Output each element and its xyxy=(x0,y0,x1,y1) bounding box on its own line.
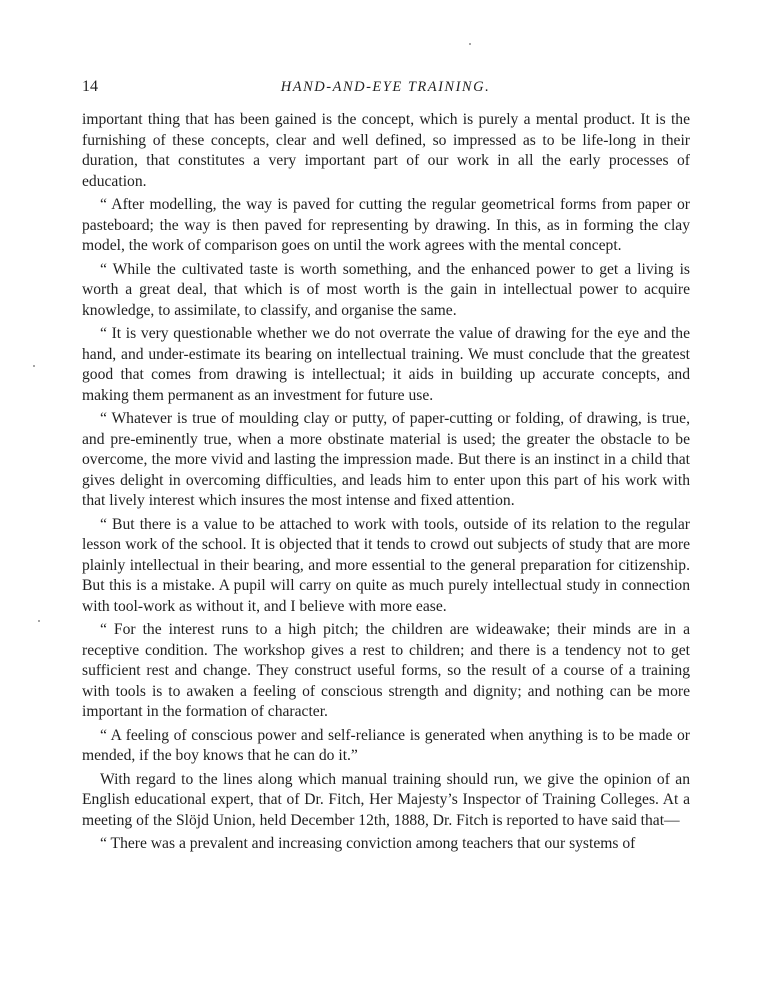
paragraph: “ It is very questionable whether we do not overrate the value of drawing for the eye and the hand, and under-estimate its bearing on intellectual training. We must conclude that the greatest good that comes from drawing is intellectual; it aids in building up accurate concepts, and making them permanent as an investment for future use. xyxy=(82,325,690,404)
paragraph: “ While the cultivated taste is worth something, and the enhanced power to get a living is worth a great deal, that which is of most worth is the gain in intellectual power to acquire knowledge, to assimilate, to classify, and organise the same. xyxy=(82,260,690,319)
paragraph: “ After modelling, the way is paved for cutting the regular geometrical forms from paper or pasteboard; the way is then paved for representing by drawing. In this, as in forming the clay model, the work of comparison goes on until the work agrees with the mental concept. xyxy=(82,196,690,254)
running-head: HAND-AND-EYE TRAINING. xyxy=(280,79,491,95)
page-body xyxy=(82,110,690,855)
paragraph: With regard to the lines along which manual training should run, we give the opinion of an English educational expert, that of Dr. Fitch, Her Majesty’s Inspector of Training Colleges. At a meeting of the Slöjd Union, held December 12th, 1888, Dr. Fitch is reported to have said that— xyxy=(82,770,690,829)
paragraph: important thing that has been gained is the concept, which is purely a mental product. It is the furnishing of these concepts, clear and well defined, so impressed as to be life-long in their duration, that constitutes a very important part of our work in all the early processes of education. xyxy=(82,111,690,190)
page-header xyxy=(82,78,689,100)
scan-speck xyxy=(469,43,471,45)
page-number: 14 xyxy=(82,78,98,95)
paragraph: “ A feeling of conscious power and self-reliance is generated when anything is to be made or mended, if the boy knows that he can do it.” xyxy=(82,726,690,764)
paragraph: “ Whatever is true of moulding clay or putty, of paper-cutting or folding, of drawing, is true, and pre-eminently true, when a more obstinate material is used; the greater the obstacle to be overcome, the more vivid and lasting the impression made. But there is an instinct in a child that gives delight in overcoming difficulties, and leads him to enter upon this part of his work with that lively interest which insures the most intense and fixed attention. xyxy=(82,410,690,509)
paragraph: “ There was a prevalent and increasing conviction among teachers that our systems of xyxy=(100,835,636,852)
scan-speck xyxy=(38,620,40,622)
paragraph: “ For the interest runs to a high pitch; the children are wideawake; their minds are in a receptive condition. The workshop gives a rest to children; and there is a tendency not to get sufficient rest and change. They construct useful forms, so the result of a course of a training with tools is to awaken a feeling of conscious strength and dignity; and nothing can be more important in the formation of character. xyxy=(82,621,690,720)
scan-speck xyxy=(33,365,35,367)
paragraph: “ But there is a value to be attached to work with tools, outside of its relation to the regular lesson work of the school. It is objected that it tends to crowd out subjects of study that are more plainly intellectual in their bearing, and more essential to the general preparation for citizenship. But this is a mistake. A pupil will carry on quite as much purely intellectual study in connection with tool-work as without it, and I believe with more ease. xyxy=(82,515,690,615)
